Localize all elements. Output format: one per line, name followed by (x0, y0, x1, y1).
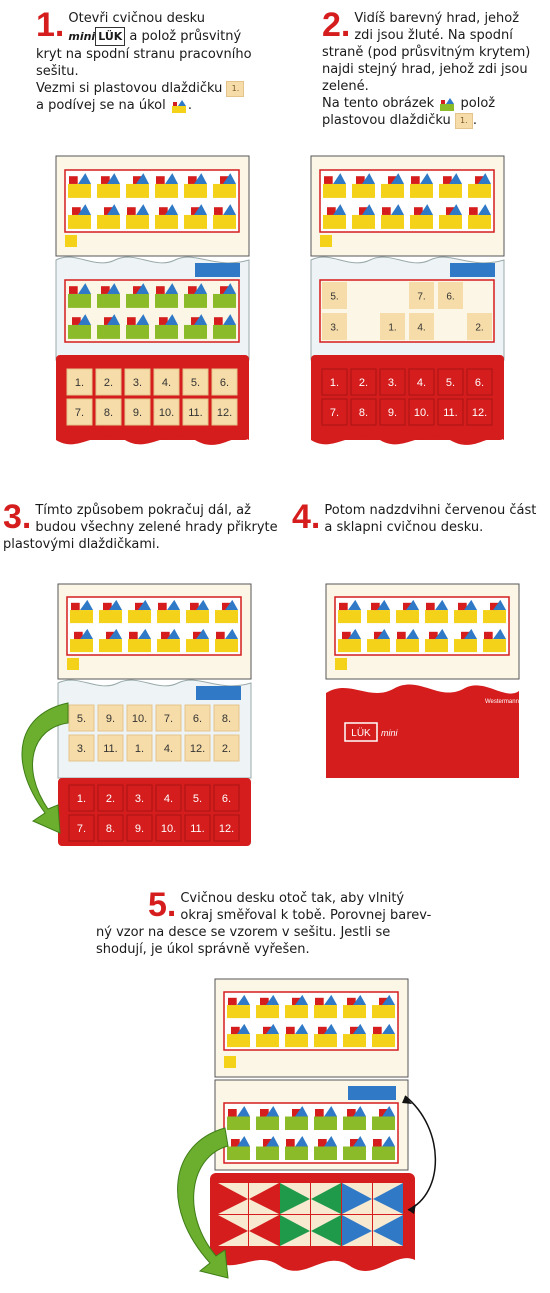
tile-label: 3. (387, 377, 398, 389)
tile-label: 1. (74, 377, 85, 389)
numbered-tile (212, 399, 237, 425)
tile-label: 10. (131, 713, 148, 725)
minilük-logo: LÜK (95, 27, 125, 46)
step-text-line: plastovými dlaždičkami. (3, 537, 160, 552)
tile-label: 6. (192, 713, 203, 725)
numbered-tile (67, 369, 92, 395)
pattern-tile (218, 1183, 248, 1214)
tile-label: 4. (416, 377, 427, 389)
step-number: 3. (3, 498, 32, 536)
castle-task-icon (170, 99, 188, 113)
numbered-tile (96, 369, 121, 395)
placed-tile (322, 282, 347, 309)
pattern-tile (280, 1183, 310, 1214)
tile-label: 7. (329, 407, 340, 419)
tile-label: 5. (190, 377, 201, 389)
numbered-tile (125, 369, 150, 395)
numbered-tile (185, 705, 210, 731)
brand-mini: mini (381, 728, 398, 738)
tile-label: 1. (329, 377, 340, 389)
step-text-line: a podívej se na úkol . (36, 98, 192, 113)
brand-logo: LÜK (351, 728, 371, 739)
pattern-tile (342, 1183, 372, 1214)
tile-label: 5. (445, 377, 456, 389)
tile-label: 5. (330, 291, 339, 303)
step-text-line: okraj směřoval k tobě. Porovnej barev- (180, 908, 432, 923)
numbered-tile (67, 399, 92, 425)
numbered-tile (69, 735, 94, 761)
step-5-instructions (96, 886, 528, 958)
tile-label: 5. (192, 793, 203, 805)
numbered-tile (214, 735, 239, 761)
numbered-tile (467, 369, 492, 395)
tile-label: 6. (221, 793, 232, 805)
tile-label: 8. (105, 823, 116, 835)
placed-tile (467, 313, 492, 340)
tile-label: 3. (132, 377, 143, 389)
step-number: 2. (322, 6, 351, 44)
step-number: 5. (148, 886, 177, 924)
placed-tile (380, 313, 405, 340)
tile-label: 6. (219, 377, 230, 389)
numbered-tile (127, 735, 152, 761)
numbered-tile (467, 399, 492, 425)
numbered-tile (183, 369, 208, 395)
step-text-line: Tímto způsobem pokračuj dál, až (35, 503, 251, 518)
tile-label: 8. (221, 713, 232, 725)
numbered-tile (438, 399, 463, 425)
numbered-tile (214, 785, 239, 811)
numbered-tile (380, 399, 405, 425)
step-text-line: zelené. (322, 79, 369, 94)
placed-tile (409, 282, 434, 309)
tile-label: 12. (471, 407, 488, 419)
numbered-tile (127, 785, 152, 811)
pattern-tile (218, 1215, 248, 1246)
step-text-line: zdi jsou žluté. Na spodní (354, 28, 513, 43)
tile-label: 4. (417, 322, 426, 334)
tile-label: 10. (158, 407, 175, 419)
pattern-tile (280, 1215, 310, 1246)
tile-label: 4. (163, 793, 174, 805)
numbered-tile (438, 369, 463, 395)
numbered-tile (127, 815, 152, 841)
numbered-tile (127, 705, 152, 731)
step-text-line: Potom nadzdvihni červenou část (324, 503, 537, 518)
step-4-instructions (292, 498, 547, 536)
step-text: Vezmi si plastovou dlaždičku (36, 81, 223, 96)
numbered-tile (156, 705, 181, 731)
task-icon (67, 658, 79, 670)
step-text-line (36, 27, 286, 46)
numbered-tile (212, 369, 237, 395)
castle-task-icon (438, 97, 456, 111)
placed-tile (322, 313, 347, 340)
numbered-tile (380, 369, 405, 395)
numbered-tile (69, 705, 94, 731)
numbered-tile (322, 399, 347, 425)
tile-label: 4. (161, 377, 172, 389)
tile-label: 6. (474, 377, 485, 389)
step-text: plastovou dlaždičku (322, 113, 451, 128)
tile-label: 4. (163, 743, 174, 755)
placed-tile (438, 282, 463, 309)
step-1-instructions (36, 6, 286, 114)
figure-5-board-flipped (150, 978, 440, 1290)
figure-3-board-filled (0, 583, 260, 853)
step-text-line: budou všechny zelené hrady přikryte (35, 520, 278, 535)
step-text-line (322, 95, 547, 112)
numbered-tile (409, 399, 434, 425)
color-strip (195, 263, 240, 277)
tile-label: 7. (74, 407, 85, 419)
numbered-tile (214, 705, 239, 731)
tile-label: 1. (388, 322, 397, 334)
tile-label: 9. (387, 407, 398, 419)
numbered-tile (185, 815, 210, 841)
tile-label: 2. (103, 377, 114, 389)
numbered-tile (69, 815, 94, 841)
step-text-line: Vidíš barevný hrad, jehož (354, 11, 520, 26)
step-text: Na tento obrázek (322, 96, 435, 111)
numbered-tile (185, 785, 210, 811)
numbered-tile (98, 785, 123, 811)
numbered-tile (98, 705, 123, 731)
tile-label: 8. (103, 407, 114, 419)
step-text-line: ný vzor na desce se vzorem v sešitu. Jestli se (96, 925, 391, 940)
step-text-line: sešitu. (36, 64, 79, 79)
numbered-tile (125, 399, 150, 425)
tile-label: 6. (446, 291, 455, 303)
step-text: a polož průsvitný (129, 29, 242, 44)
step-number: 1. (36, 6, 65, 44)
step-text-line: najdi stejný hrad, jehož zdi jsou (322, 62, 528, 77)
pattern-tile (249, 1215, 279, 1246)
numbered-tile (98, 735, 123, 761)
tile-label: 2. (221, 743, 232, 755)
tile-label: 9. (105, 713, 116, 725)
numbered-tile (98, 815, 123, 841)
step-text-line: plastovou dlaždičku 1. . (322, 113, 477, 128)
numbered-tile (214, 815, 239, 841)
pattern-tile (311, 1215, 341, 1246)
task-icon (320, 235, 332, 247)
pattern-tile (249, 1183, 279, 1214)
tile-label: 7. (76, 823, 87, 835)
tile-label: 11. (190, 823, 205, 835)
numbered-tile (69, 785, 94, 811)
tile-label: 5. (76, 713, 87, 725)
tile-label: 12. (189, 743, 206, 755)
step-text-line: kryt na spodní stranu pracovního (36, 47, 252, 62)
step-text-line (36, 80, 286, 97)
small-brand: Westermann (485, 699, 519, 705)
tile-label: 12. (216, 407, 233, 419)
step-3-instructions (3, 498, 287, 553)
tile-label: 3. (76, 743, 87, 755)
color-strip (348, 1086, 396, 1100)
pattern-tile (373, 1215, 403, 1246)
numbered-tile (322, 369, 347, 395)
minilük-logo-mini: mini (68, 30, 96, 43)
numbered-tile (409, 369, 434, 395)
tile-label: 2. (358, 377, 369, 389)
step-number: 4. (292, 498, 321, 536)
color-strip (196, 686, 241, 700)
step-text-line: a sklapni cvičnou desku. (324, 520, 484, 535)
step-text-line: shodují, je úkol správně vyřešen. (96, 942, 310, 957)
color-strip (450, 263, 495, 277)
tile-label: 11. (103, 743, 118, 755)
tile-label: 10. (160, 823, 177, 835)
step-text-line: Cvičnou desku otoč tak, aby vlnitý (180, 891, 405, 906)
figure-2-board-placing (310, 155, 505, 455)
tile-icon: 1. (455, 113, 473, 129)
tile-label: 8. (358, 407, 369, 419)
numbered-tile (183, 399, 208, 425)
tile-label: 9. (132, 407, 143, 419)
tile-label: 11. (443, 407, 458, 419)
numbered-tile (156, 785, 181, 811)
tile-label: 1. (76, 793, 87, 805)
numbered-tile (351, 399, 376, 425)
numbered-tile (156, 815, 181, 841)
numbered-tile (156, 735, 181, 761)
placed-tile (409, 313, 434, 340)
pattern-tile (311, 1183, 341, 1214)
tile-label: 7. (417, 291, 426, 303)
task-icon (65, 235, 77, 247)
tile-label: 2. (475, 322, 484, 334)
tile-icon: 1. (226, 81, 244, 97)
numbered-tile (185, 735, 210, 761)
tile-label: 12. (218, 823, 235, 835)
tile-label: 10. (413, 407, 430, 419)
tile-label: 11. (188, 407, 203, 419)
step-text-line: straně (pod průsvitným krytem) (322, 45, 531, 60)
numbered-tile (154, 369, 179, 395)
numbered-tile (96, 399, 121, 425)
step-text: polož (460, 96, 496, 111)
tile-label: 7. (163, 713, 174, 725)
figure-4-board-closed (325, 583, 520, 783)
tile-label: 9. (134, 823, 145, 835)
numbered-tile (154, 399, 179, 425)
tile-label: 3. (134, 793, 145, 805)
tile-label: 1. (134, 743, 145, 755)
figure-1-board-open (55, 155, 250, 455)
step-2-instructions (322, 6, 547, 129)
step-text-line: Otevři cvičnou desku (68, 11, 206, 26)
task-icon (335, 658, 347, 670)
step-text: a podívej se na úkol (36, 98, 166, 113)
numbered-tile (351, 369, 376, 395)
tile-label: 3. (330, 322, 339, 334)
tile-label: 2. (105, 793, 116, 805)
pattern-tile (373, 1183, 403, 1214)
pattern-tile (342, 1215, 372, 1246)
task-icon (224, 1056, 236, 1068)
